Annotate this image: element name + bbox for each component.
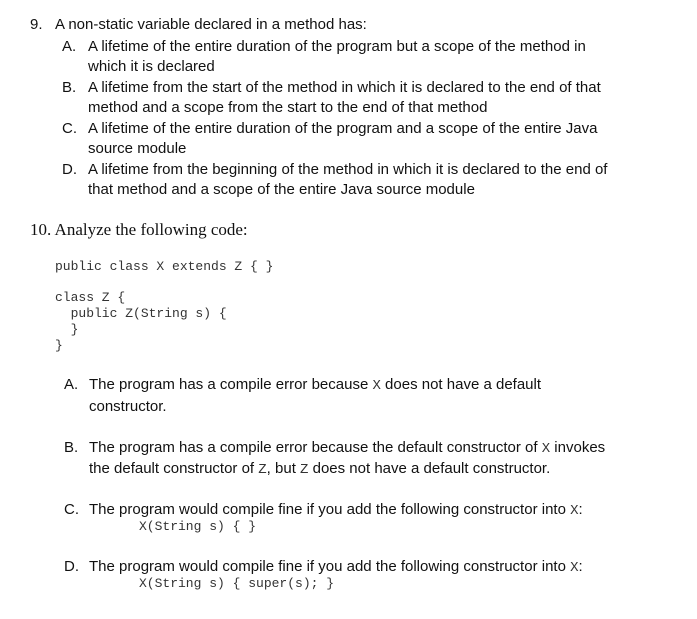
code-x: X [570, 560, 579, 576]
code-line-1: public class X extends Z { } [55, 259, 274, 274]
q10-option-a-line2: constructor. [89, 398, 167, 415]
code-x: X [570, 503, 579, 519]
q9-option-c-letter: C. [62, 120, 77, 137]
q10-option-c-snippet: X(String s) { } [139, 519, 257, 534]
q10-option-b-text-end: invokes [550, 439, 606, 456]
q10-option-b-letter: B. [64, 439, 79, 456]
q10-option-d-letter: D. [64, 558, 79, 575]
q10-option-b-line2-pre: the default constructor of [89, 460, 259, 477]
q9-number: 9. [30, 16, 43, 33]
q9-option-d-line1: A lifetime from the beginning of the method in which it is declared to the end of [88, 161, 608, 178]
q10-option-b-line2 [89, 459, 550, 480]
q9-question: A non-static variable declared in a method has: [55, 16, 367, 33]
q10-option-d-text: The program would compile fine if you add the following constructor into [89, 558, 571, 575]
q10-option-c-text: The program would compile fine if you add the following constructor into [89, 501, 571, 518]
q10-option-d-line1 [89, 557, 583, 578]
q9-option-b-line1: A lifetime from the start of the method in which it is declared to the end of that [88, 79, 601, 96]
q9-option-d-letter: D. [62, 161, 77, 178]
q10-option-b-line2-mid: , but [266, 460, 301, 477]
q10-option-c-letter: C. [64, 501, 79, 518]
q10-option-b-text: The program has a compile error because the default constructor of [89, 439, 542, 456]
q9-option-b-line2: method and a scope from the start to the end of that method [88, 99, 488, 116]
q10-option-a-text: The program has a compile error because [89, 376, 373, 393]
code-x: X [541, 441, 551, 457]
q10-option-b-line1 [89, 438, 605, 459]
code-line-6: } [55, 338, 63, 353]
q9-option-a-line2: which it is declared [88, 58, 215, 75]
code-z: Z [258, 462, 267, 478]
q10-option-d-colon: : [578, 558, 583, 575]
q9-option-a-line1: A lifetime of the entire duration of the program but a scope of the method in [88, 38, 586, 55]
q10-option-c-colon: : [578, 501, 583, 518]
q10-option-a-line1 [89, 375, 541, 396]
q10-option-c-line1 [89, 500, 583, 521]
q10-heading: 10. Analyze the following code: [30, 220, 248, 239]
q9-option-d-line2: that method and a scope of the entire Java source module [88, 181, 475, 198]
q10-option-a-letter: A. [64, 376, 79, 393]
code-line-5: } [55, 322, 79, 337]
q9-option-c-line1: A lifetime of the entire duration of the program and a scope of the entire Java [88, 120, 598, 137]
code-line-3: class Z { [55, 290, 126, 305]
code-z: Z [300, 462, 309, 478]
code-line-4: public Z(String s) { [55, 306, 227, 321]
q9-option-b-letter: B. [62, 79, 77, 96]
q9-option-c-line2: source module [88, 140, 187, 157]
q10-option-a-text-end: does not have a default [380, 376, 542, 393]
code-x: X [372, 378, 381, 394]
q10-option-b-line2-post: does not have a default constructor. [308, 460, 551, 477]
q9-option-a-letter: A. [62, 38, 77, 55]
q10-option-d-snippet: X(String s) { super(s); } [139, 576, 335, 591]
